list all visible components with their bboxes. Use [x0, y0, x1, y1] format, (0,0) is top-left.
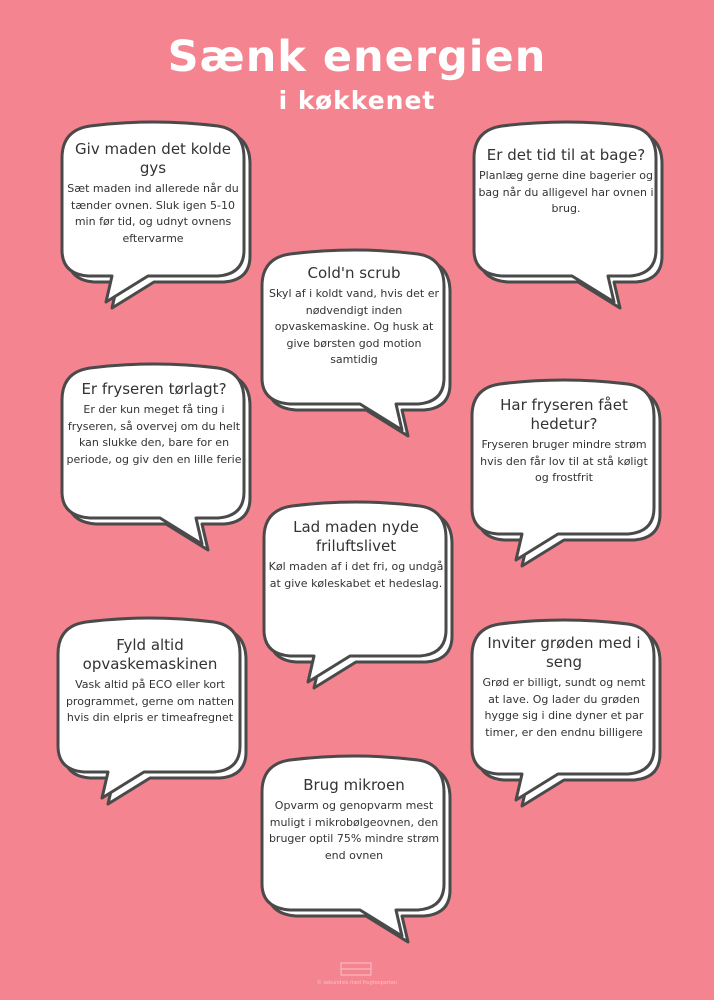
tip-title: Inviter grøden med i seng — [487, 634, 641, 671]
tip-body: Sæt maden ind allerede når du tænder ovnen. Sluk igen 5-10 min før tid, og udnyt ovnens eftervarme — [67, 182, 239, 245]
tip-bubble-freezer-heat — [458, 376, 668, 566]
footer-credit: © sekundvis med frugtexperten — [316, 980, 398, 986]
tip-title: Fyld altid opvaskemaskinen — [82, 636, 218, 673]
brand-logo-icon — [340, 962, 372, 976]
tip-bubble-cold-scrub — [250, 246, 460, 436]
tip-title: Giv maden det kolde gys — [75, 140, 231, 177]
tip-title: Brug mikroen — [303, 776, 405, 794]
tip-bubble-outdoor-cooling — [250, 498, 460, 688]
tip-body: Vask altid på ECO eller kort programmet, gerne om natten hvis din elpris er timeafregnet — [65, 678, 235, 724]
tip-body: Grød er billigt, sundt og nemt at lave. Og lader du grøden hygge sig i dine dyner et par timer, er den endnu billigere — [482, 676, 646, 739]
tip-bubble-baking — [462, 118, 672, 308]
tip-bubble-porridge — [458, 616, 668, 806]
tip-bubble-cold-shock — [48, 118, 258, 308]
tip-body: Planlæg gerne dine bagerier og bag når du alligevel har ovnen i brug. — [478, 169, 654, 215]
tip-bubble-dishwasher — [44, 614, 254, 804]
tip-title: Har fryseren fået hedetur? — [500, 396, 628, 433]
tip-title: Er det tid til at bage? — [486, 146, 646, 164]
tip-bubble-freezer-empty — [50, 360, 260, 550]
tip-title: Er fryseren tørlagt? — [81, 380, 227, 398]
tip-body: Er der kun meget få ting i fryseren, så overvej om du helt kan slukke den, bare for en periode, og giv den en lille ferie — [66, 403, 242, 466]
poster-subtitle: i køkkenet — [278, 86, 436, 115]
tip-title: Cold'n scrub — [307, 264, 401, 282]
tip-title: Lad maden nyde friluftslivet — [293, 518, 419, 555]
tip-bubble-microwave — [250, 752, 460, 942]
poster-title: Sænk energien — [167, 32, 547, 82]
tip-body: Skyl af i koldt vand, hvis det er nødvendigt inden opvaskemaskine. Og husk at give børsten god motion samtidig — [268, 287, 440, 366]
tip-body: Fryseren bruger mindre strøm hvis den får lov til at stå køligt og frostfrit — [480, 438, 648, 484]
tip-body: Køl maden af i det fri, og undgå at give køleskabet et hedeslag. — [268, 560, 444, 590]
tip-body: Opvarm og genopvarm mest muligt i mikrobølgeovnen, den bruger optil 75% mindre strøm end ovnen — [268, 799, 440, 862]
